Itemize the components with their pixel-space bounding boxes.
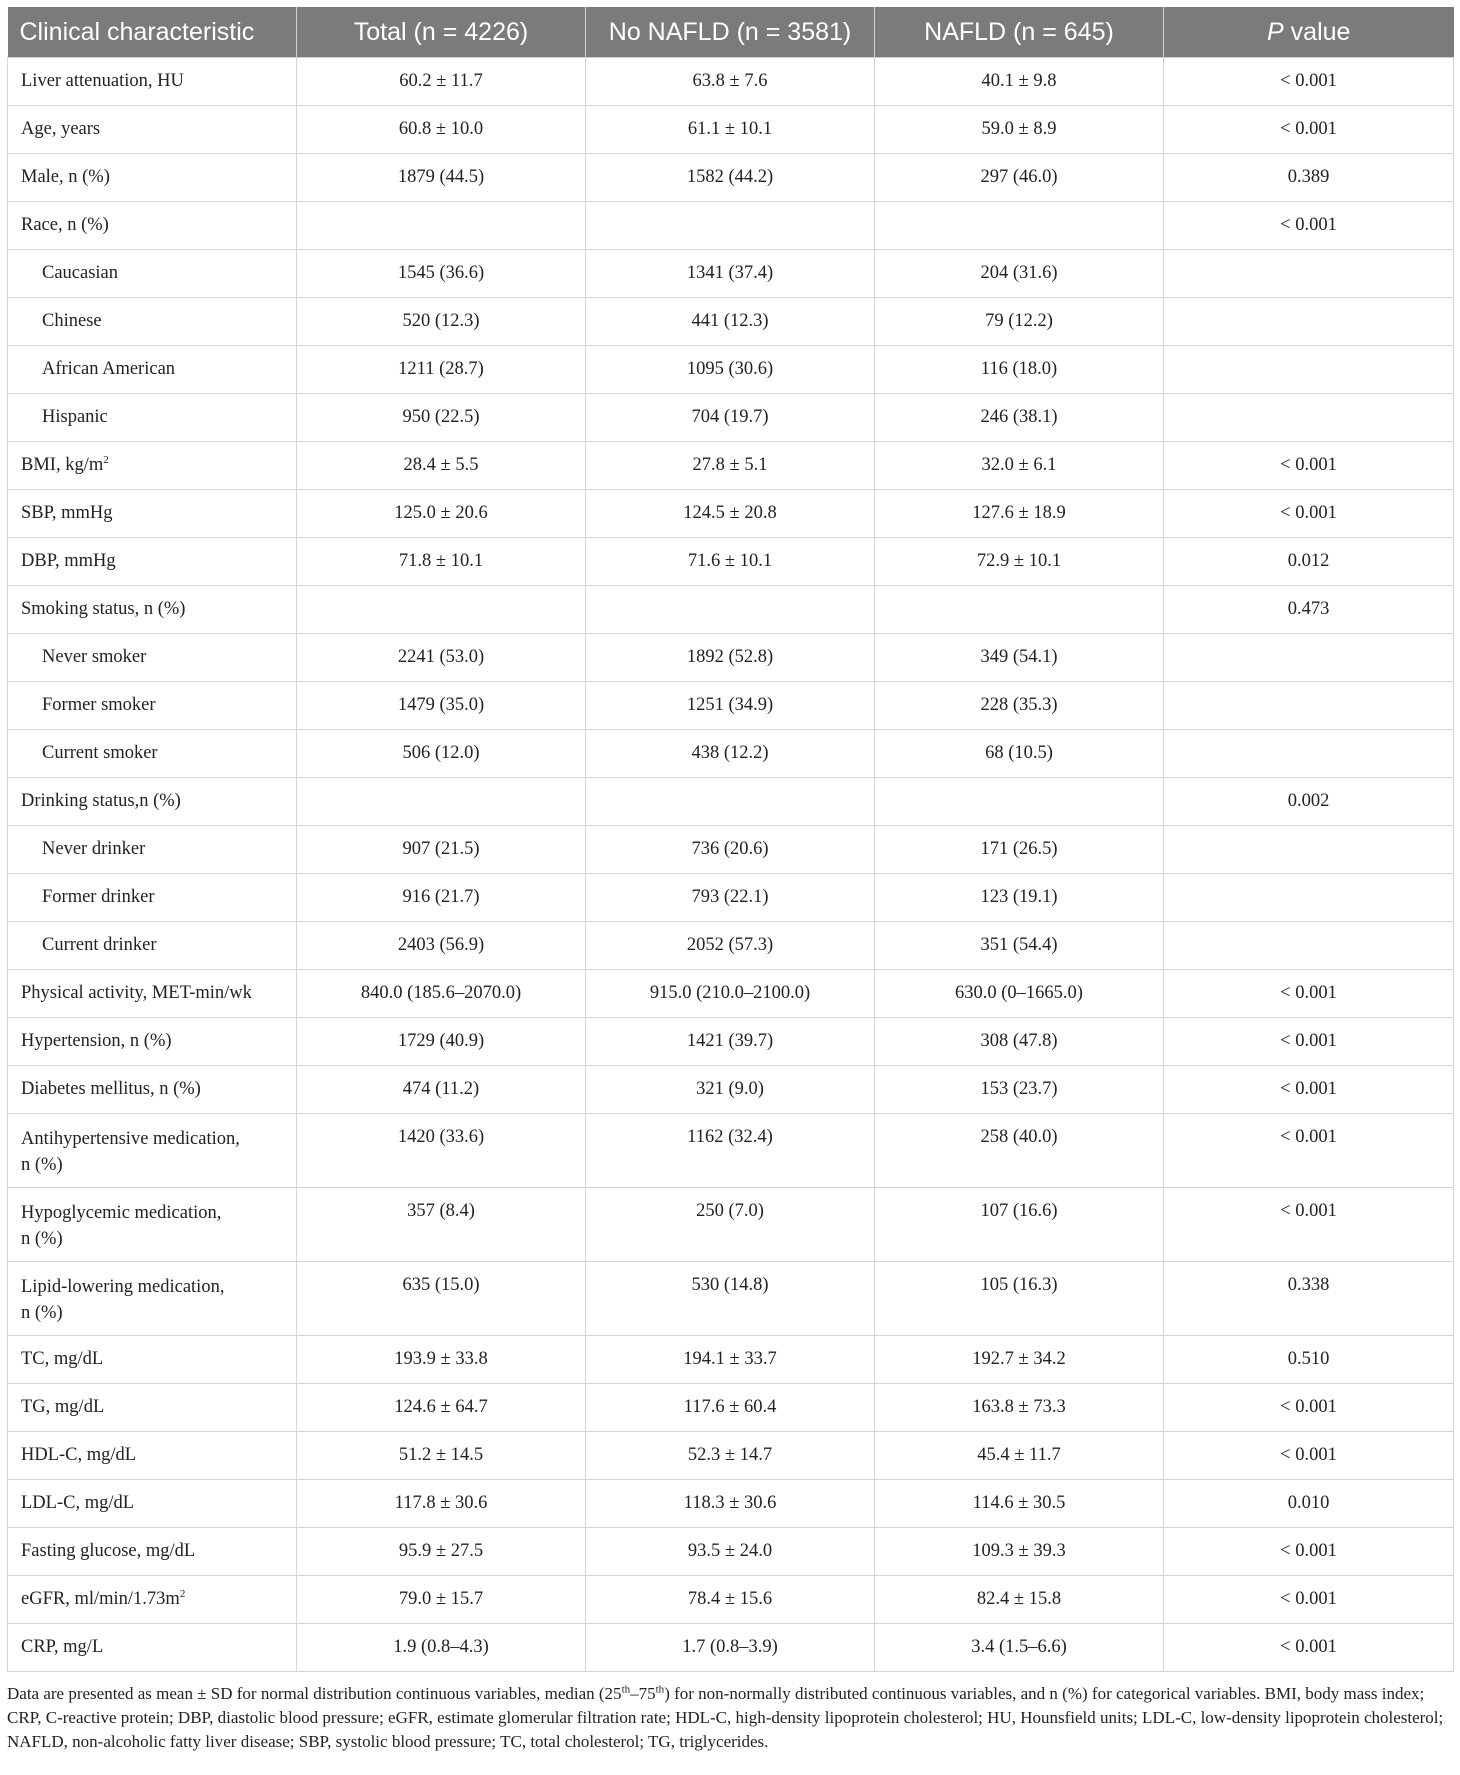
cell-p-value: < 0.001 (1164, 58, 1454, 106)
table-row (8, 730, 1454, 778)
row-label-text: DBP, mmHg (21, 551, 116, 571)
cell-p-value (1164, 682, 1454, 730)
row-label-text: Never drinker (42, 839, 146, 859)
table-row (8, 1114, 1454, 1188)
cell-p-value: 0.389 (1164, 154, 1454, 202)
row-label (8, 1018, 297, 1066)
cell-total: 1879 (44.5) (297, 154, 586, 202)
table-row (8, 970, 1454, 1018)
row-label-text: Caucasian (42, 263, 119, 283)
cell-no-nafld: 438 (12.2) (586, 730, 875, 778)
row-label (8, 394, 297, 442)
cell-total: 1545 (36.6) (297, 250, 586, 298)
row-label-text: Chinese (42, 311, 102, 331)
cell-nafld: 349 (54.1) (875, 634, 1164, 682)
table-row (8, 634, 1454, 682)
row-label-continuation: n (%) (21, 1303, 63, 1323)
cell-no-nafld: 441 (12.3) (586, 298, 875, 346)
table-row (8, 298, 1454, 346)
row-label (8, 1624, 297, 1672)
table-row (8, 250, 1454, 298)
cell-total: 520 (12.3) (297, 298, 586, 346)
row-label-text: HDL-C, mg/dL (21, 1445, 137, 1465)
row-label (8, 1432, 297, 1480)
header-p-italic: P (1267, 17, 1284, 46)
cell-nafld: 116 (18.0) (875, 346, 1164, 394)
row-label (8, 490, 297, 538)
table-row (8, 682, 1454, 730)
row-label-text: BMI, kg/m (21, 455, 104, 475)
row-label-text: Hypoglycemic medication, (21, 1203, 222, 1223)
cell-nafld: 109.3 ± 39.3 (875, 1528, 1164, 1576)
header-p-value (1164, 7, 1454, 58)
cell-total: 2403 (56.9) (297, 922, 586, 970)
row-label (8, 346, 297, 394)
footnote-part3: ) for non-normally distributed continuous variables, and n (%) for categorical variables. BMI, body mass index; CRP, C-reactive protein; DBP, diastolic blood pressure; eGFR, estimate glomerular filtration rate; HDL-C, high-density lipoprotein cholesterol; HU, Hounsfield units; LDL-C, low-density lipoprotein cholesterol; NAFLD, non-alcoholic fatty liver disease; SBP, systolic blood pressure; TC, total cholesterol; TG, triglycerides. (7, 1684, 1444, 1751)
cell-total: 79.0 ± 15.7 (297, 1576, 586, 1624)
cell-p-value: 0.510 (1164, 1336, 1454, 1384)
header-total: Total (n = 4226) (297, 7, 586, 58)
row-label-text: eGFR, ml/min/1.73m (21, 1589, 180, 1609)
cell-nafld: 45.4 ± 11.7 (875, 1432, 1164, 1480)
table-row (8, 1188, 1454, 1262)
table-row (8, 1336, 1454, 1384)
cell-no-nafld: 1251 (34.9) (586, 682, 875, 730)
cell-total: 2241 (53.0) (297, 634, 586, 682)
cell-p-value: < 0.001 (1164, 1528, 1454, 1576)
cell-nafld: 107 (16.6) (875, 1188, 1164, 1262)
row-label-continuation: n (%) (21, 1155, 63, 1175)
cell-p-value: < 0.001 (1164, 1432, 1454, 1480)
cell-nafld: 163.8 ± 73.3 (875, 1384, 1164, 1432)
row-label-text: Hypertension, n (%) (21, 1031, 172, 1051)
row-label-text: Former smoker (42, 695, 156, 715)
cell-no-nafld: 1341 (37.4) (586, 250, 875, 298)
row-label-text: SBP, mmHg (21, 503, 113, 523)
cell-nafld: 79 (12.2) (875, 298, 1164, 346)
cell-no-nafld: 2052 (57.3) (586, 922, 875, 970)
cell-no-nafld: 194.1 ± 33.7 (586, 1336, 875, 1384)
row-label-text: Antihypertensive medication, (21, 1129, 240, 1149)
cell-nafld: 204 (31.6) (875, 250, 1164, 298)
cell-p-value: < 0.001 (1164, 1576, 1454, 1624)
row-label-text: African American (42, 359, 176, 379)
row-label-text: LDL-C, mg/dL (21, 1493, 135, 1513)
cell-p-value: < 0.001 (1164, 1384, 1454, 1432)
cell-nafld: 105 (16.3) (875, 1262, 1164, 1336)
cell-total: 506 (12.0) (297, 730, 586, 778)
cell-no-nafld: 250 (7.0) (586, 1188, 875, 1262)
table-row (8, 106, 1454, 154)
cell-no-nafld: 71.6 ± 10.1 (586, 538, 875, 586)
cell-total: 51.2 ± 14.5 (297, 1432, 586, 1480)
row-label (8, 1384, 297, 1432)
row-label (8, 874, 297, 922)
table-row (8, 1384, 1454, 1432)
cell-total: 1.9 (0.8–4.3) (297, 1624, 586, 1672)
row-label-text: TC, mg/dL (21, 1349, 104, 1369)
cell-total: 60.8 ± 10.0 (297, 106, 586, 154)
cell-nafld: 308 (47.8) (875, 1018, 1164, 1066)
cell-nafld (875, 586, 1164, 634)
row-label-text: Drinking status,n (%) (21, 791, 181, 811)
cell-nafld: 59.0 ± 8.9 (875, 106, 1164, 154)
row-label-text: Liver attenuation, HU (21, 71, 184, 91)
cell-total: 125.0 ± 20.6 (297, 490, 586, 538)
cell-nafld: 171 (26.5) (875, 826, 1164, 874)
cell-no-nafld: 704 (19.7) (586, 394, 875, 442)
cell-p-value: < 0.001 (1164, 442, 1454, 490)
cell-p-value (1164, 298, 1454, 346)
cell-total: 1729 (40.9) (297, 1018, 586, 1066)
row-label (8, 778, 297, 826)
cell-no-nafld: 52.3 ± 14.7 (586, 1432, 875, 1480)
cell-total: 1211 (28.7) (297, 346, 586, 394)
cell-no-nafld: 78.4 ± 15.6 (586, 1576, 875, 1624)
cell-no-nafld: 93.5 ± 24.0 (586, 1528, 875, 1576)
table-row (8, 202, 1454, 250)
table-row (8, 1432, 1454, 1480)
table-row (8, 1018, 1454, 1066)
footnote-sup1: th (621, 1683, 631, 1696)
table-row (8, 490, 1454, 538)
row-label (8, 154, 297, 202)
table-row (8, 154, 1454, 202)
cell-p-value: 0.473 (1164, 586, 1454, 634)
table-body (8, 58, 1454, 1672)
table-row (8, 826, 1454, 874)
cell-total: 907 (21.5) (297, 826, 586, 874)
cell-no-nafld: 117.6 ± 60.4 (586, 1384, 875, 1432)
cell-total: 357 (8.4) (297, 1188, 586, 1262)
cell-nafld: 127.6 ± 18.9 (875, 490, 1164, 538)
row-label-continuation: n (%) (21, 1229, 63, 1249)
table-row (8, 1624, 1454, 1672)
cell-p-value: 0.012 (1164, 538, 1454, 586)
clinical-characteristics-table (7, 7, 1454, 1672)
cell-nafld: 123 (19.1) (875, 874, 1164, 922)
cell-total: 474 (11.2) (297, 1066, 586, 1114)
cell-no-nafld: 1421 (39.7) (586, 1018, 875, 1066)
row-label (8, 1528, 297, 1576)
table-row (8, 778, 1454, 826)
cell-nafld: 153 (23.7) (875, 1066, 1164, 1114)
cell-total (297, 202, 586, 250)
row-label-text: CRP, mg/L (21, 1637, 104, 1657)
cell-no-nafld: 321 (9.0) (586, 1066, 875, 1114)
cell-no-nafld: 1582 (44.2) (586, 154, 875, 202)
footnote-part2: –75 (630, 1684, 656, 1703)
row-label-text: Fasting glucose, mg/dL (21, 1541, 196, 1561)
row-label-text: Never smoker (42, 647, 147, 667)
cell-nafld (875, 202, 1164, 250)
cell-nafld: 246 (38.1) (875, 394, 1164, 442)
cell-p-value: < 0.001 (1164, 202, 1454, 250)
cell-nafld: 351 (54.4) (875, 922, 1164, 970)
table-row (8, 1576, 1454, 1624)
cell-p-value: 0.010 (1164, 1480, 1454, 1528)
row-label (8, 202, 297, 250)
cell-nafld: 3.4 (1.5–6.6) (875, 1624, 1164, 1672)
row-label-text: Male, n (%) (21, 167, 110, 187)
cell-nafld: 630.0 (0–1665.0) (875, 970, 1164, 1018)
row-label (8, 250, 297, 298)
cell-total: 1479 (35.0) (297, 682, 586, 730)
cell-nafld: 297 (46.0) (875, 154, 1164, 202)
cell-nafld: 258 (40.0) (875, 1114, 1164, 1188)
cell-p-value: 0.338 (1164, 1262, 1454, 1336)
footnote-part1: Data are presented as mean ± SD for normal distribution continuous variables, median (25 (7, 1684, 622, 1703)
table-row (8, 346, 1454, 394)
cell-total: 60.2 ± 11.7 (297, 58, 586, 106)
row-label-text: Current drinker (42, 935, 157, 955)
cell-no-nafld: 61.1 ± 10.1 (586, 106, 875, 154)
table-footnote (7, 1682, 1453, 1754)
cell-total (297, 586, 586, 634)
cell-no-nafld (586, 586, 875, 634)
row-label (8, 58, 297, 106)
row-label-text: Diabetes mellitus, n (%) (21, 1079, 201, 1099)
cell-total: 71.8 ± 10.1 (297, 538, 586, 586)
cell-total: 950 (22.5) (297, 394, 586, 442)
cell-no-nafld (586, 202, 875, 250)
cell-p-value (1164, 394, 1454, 442)
cell-p-value (1164, 826, 1454, 874)
cell-p-value: < 0.001 (1164, 1188, 1454, 1262)
row-label (8, 1262, 297, 1336)
cell-nafld: 228 (35.3) (875, 682, 1164, 730)
cell-total: 193.9 ± 33.8 (297, 1336, 586, 1384)
cell-no-nafld: 915.0 (210.0–2100.0) (586, 970, 875, 1018)
cell-no-nafld: 1162 (32.4) (586, 1114, 875, 1188)
row-label (8, 442, 297, 490)
table-row (8, 1480, 1454, 1528)
cell-no-nafld: 736 (20.6) (586, 826, 875, 874)
table-row (8, 586, 1454, 634)
table-header (8, 7, 1454, 58)
row-label-text: Smoking status, n (%) (21, 599, 186, 619)
row-label-text: Lipid-lowering medication, (21, 1277, 225, 1297)
header-nafld: NAFLD (n = 645) (875, 7, 1164, 58)
header-p-suffix: value (1283, 17, 1351, 46)
cell-p-value: < 0.001 (1164, 1624, 1454, 1672)
cell-no-nafld: 124.5 ± 20.8 (586, 490, 875, 538)
row-label (8, 106, 297, 154)
cell-nafld: 68 (10.5) (875, 730, 1164, 778)
row-label (8, 730, 297, 778)
cell-nafld: 32.0 ± 6.1 (875, 442, 1164, 490)
row-label (8, 922, 297, 970)
header-row (8, 7, 1454, 58)
footnote-sup2: th (655, 1683, 665, 1696)
cell-p-value (1164, 730, 1454, 778)
cell-no-nafld (586, 778, 875, 826)
cell-total: 28.4 ± 5.5 (297, 442, 586, 490)
cell-nafld: 40.1 ± 9.8 (875, 58, 1164, 106)
row-label-text: Current smoker (42, 743, 158, 763)
cell-no-nafld: 27.8 ± 5.1 (586, 442, 875, 490)
cell-p-value: 0.002 (1164, 778, 1454, 826)
cell-p-value: < 0.001 (1164, 106, 1454, 154)
table-row (8, 58, 1454, 106)
cell-total: 635 (15.0) (297, 1262, 586, 1336)
row-label-text: Age, years (21, 119, 101, 139)
table-row (8, 394, 1454, 442)
table-row (8, 1528, 1454, 1576)
table-row (8, 1262, 1454, 1336)
cell-total: 124.6 ± 64.7 (297, 1384, 586, 1432)
row-label (8, 970, 297, 1018)
cell-nafld (875, 778, 1164, 826)
row-label-text: Physical activity, MET-min/wk (21, 983, 252, 1003)
row-label-superscript: 2 (179, 1587, 186, 1600)
cell-total: 1420 (33.6) (297, 1114, 586, 1188)
cell-no-nafld: 1892 (52.8) (586, 634, 875, 682)
row-label-superscript: 2 (103, 453, 109, 466)
cell-total: 840.0 (185.6–2070.0) (297, 970, 586, 1018)
cell-no-nafld: 118.3 ± 30.6 (586, 1480, 875, 1528)
row-label-text: TG, mg/dL (21, 1397, 105, 1417)
cell-no-nafld: 530 (14.8) (586, 1262, 875, 1336)
row-label (8, 298, 297, 346)
row-label (8, 538, 297, 586)
cell-total: 117.8 ± 30.6 (297, 1480, 586, 1528)
cell-no-nafld: 1.7 (0.8–3.9) (586, 1624, 875, 1672)
row-label (8, 1336, 297, 1384)
cell-no-nafld: 63.8 ± 7.6 (586, 58, 875, 106)
cell-nafld: 192.7 ± 34.2 (875, 1336, 1164, 1384)
table-row (8, 442, 1454, 490)
row-label-text: Former drinker (42, 887, 155, 907)
cell-p-value (1164, 874, 1454, 922)
header-characteristic: Clinical characteristic (8, 7, 297, 58)
cell-p-value (1164, 250, 1454, 298)
cell-nafld: 72.9 ± 10.1 (875, 538, 1164, 586)
row-label (8, 586, 297, 634)
table-row (8, 874, 1454, 922)
cell-p-value (1164, 346, 1454, 394)
row-label-text: Race, n (%) (21, 215, 109, 235)
row-label (8, 1114, 297, 1188)
table-row (8, 1066, 1454, 1114)
row-label (8, 826, 297, 874)
row-label (8, 1576, 297, 1624)
table-container (7, 7, 1453, 1754)
cell-total: 95.9 ± 27.5 (297, 1528, 586, 1576)
cell-nafld: 82.4 ± 15.8 (875, 1576, 1164, 1624)
cell-total: 916 (21.7) (297, 874, 586, 922)
cell-p-value (1164, 634, 1454, 682)
header-no-nafld: No NAFLD (n = 3581) (586, 7, 875, 58)
cell-p-value: < 0.001 (1164, 490, 1454, 538)
row-label (8, 682, 297, 730)
cell-nafld: 114.6 ± 30.5 (875, 1480, 1164, 1528)
cell-p-value (1164, 922, 1454, 970)
row-label (8, 1066, 297, 1114)
row-label (8, 1188, 297, 1262)
cell-p-value: < 0.001 (1164, 1018, 1454, 1066)
cell-p-value: < 0.001 (1164, 1066, 1454, 1114)
row-label (8, 1480, 297, 1528)
cell-p-value: < 0.001 (1164, 1114, 1454, 1188)
cell-p-value: < 0.001 (1164, 970, 1454, 1018)
table-row (8, 922, 1454, 970)
row-label-text: Hispanic (42, 407, 108, 427)
cell-total (297, 778, 586, 826)
cell-no-nafld: 793 (22.1) (586, 874, 875, 922)
table-row (8, 538, 1454, 586)
cell-no-nafld: 1095 (30.6) (586, 346, 875, 394)
row-label (8, 634, 297, 682)
